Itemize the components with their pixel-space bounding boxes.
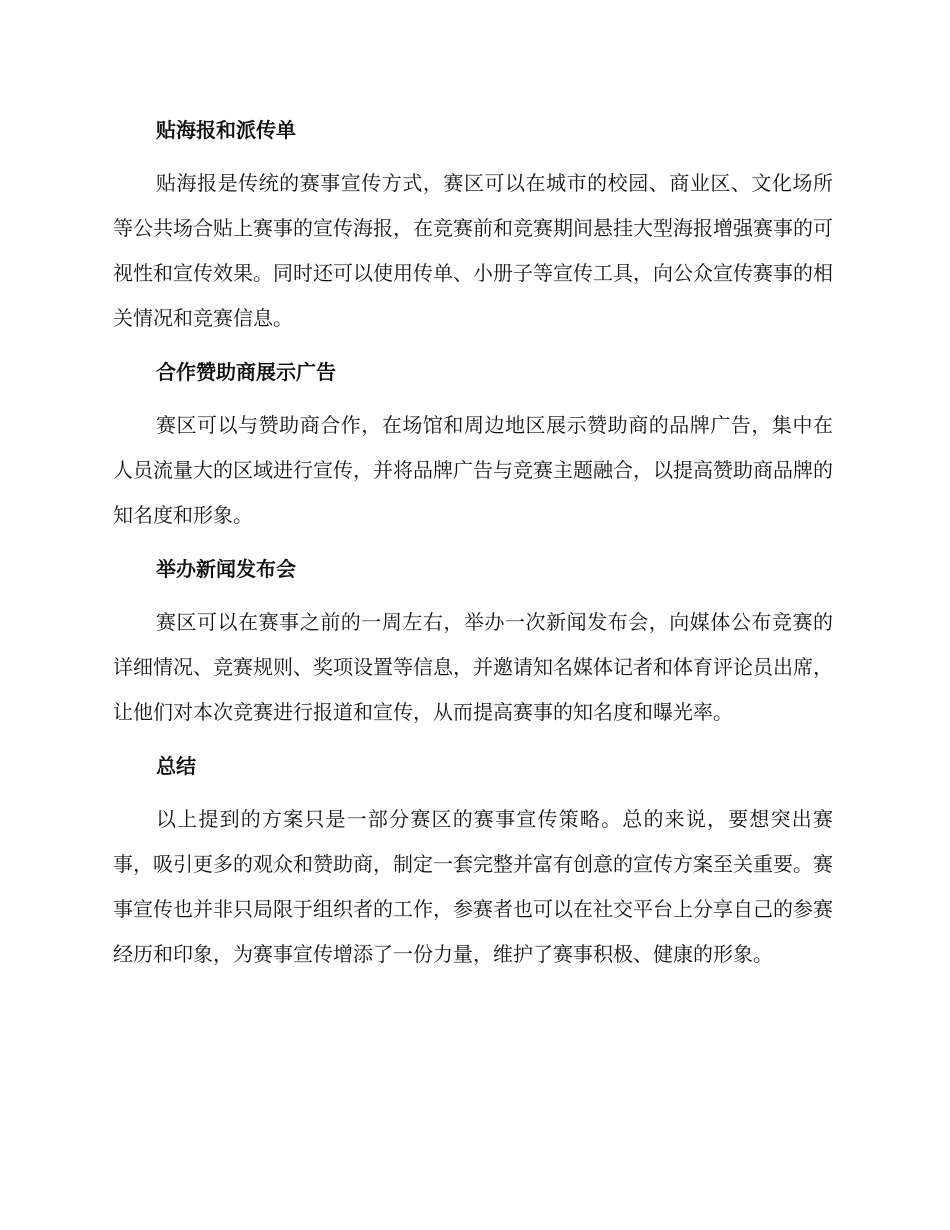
section-paragraph: 贴海报是传统的赛事宣传方式，赛区可以在城市的校园、商业区、文化场所等公共场合贴上赛事的宣传海报，在竞赛前和竞赛期间悬挂大型海报增强赛事的可视性和宣传效果。同时还可以使用传单、小册子等宣传工具，向公众宣传赛事的相关情况和竞赛信息。: [113, 171, 833, 330]
section-heading: 举办新闻发布会: [156, 557, 296, 581]
section-sponsor-ads: [113, 350, 833, 538]
section-posters-flyers: [113, 108, 833, 341]
section-heading: 贴海报和派传单: [156, 118, 296, 142]
section-summary: [113, 744, 833, 977]
document-page: [113, 108, 833, 986]
section-paragraph: 赛区可以与赞助商合作，在场馆和周边地区展示赞助商的品牌广告，集中在人员流量大的区域进行宣传，并将品牌广告与竞赛主题融合，以提高赞助商品牌的知名度和形象。: [113, 413, 833, 527]
section-heading: 合作赞助商展示广告: [156, 360, 336, 384]
section-paragraph: 以上提到的方案只是一部分赛区的赛事宣传策略。总的来说，要想突出赛事，吸引更多的观众和赞助商，制定一套完整并富有创意的宣传方案至关重要。赛事宣传也并非只局限于组织者的工作，参赛者也可以在社交平台上分享自己的参赛经历和印象，为赛事宣传增添了一份力量，维护了赛事积极、健康的形象。: [113, 807, 833, 966]
section-paragraph: 赛区可以在赛事之前的一周左右，举办一次新闻发布会，向媒体公布竞赛的详细情况、竞赛规则、奖项设置等信息，并邀请知名媒体记者和体育评论员出席，让他们对本次竞赛进行报道和宣传，从而提高赛事的知名度和曝光率。: [113, 610, 833, 724]
section-press-conference: [113, 547, 833, 735]
section-heading: 总结: [156, 754, 196, 778]
